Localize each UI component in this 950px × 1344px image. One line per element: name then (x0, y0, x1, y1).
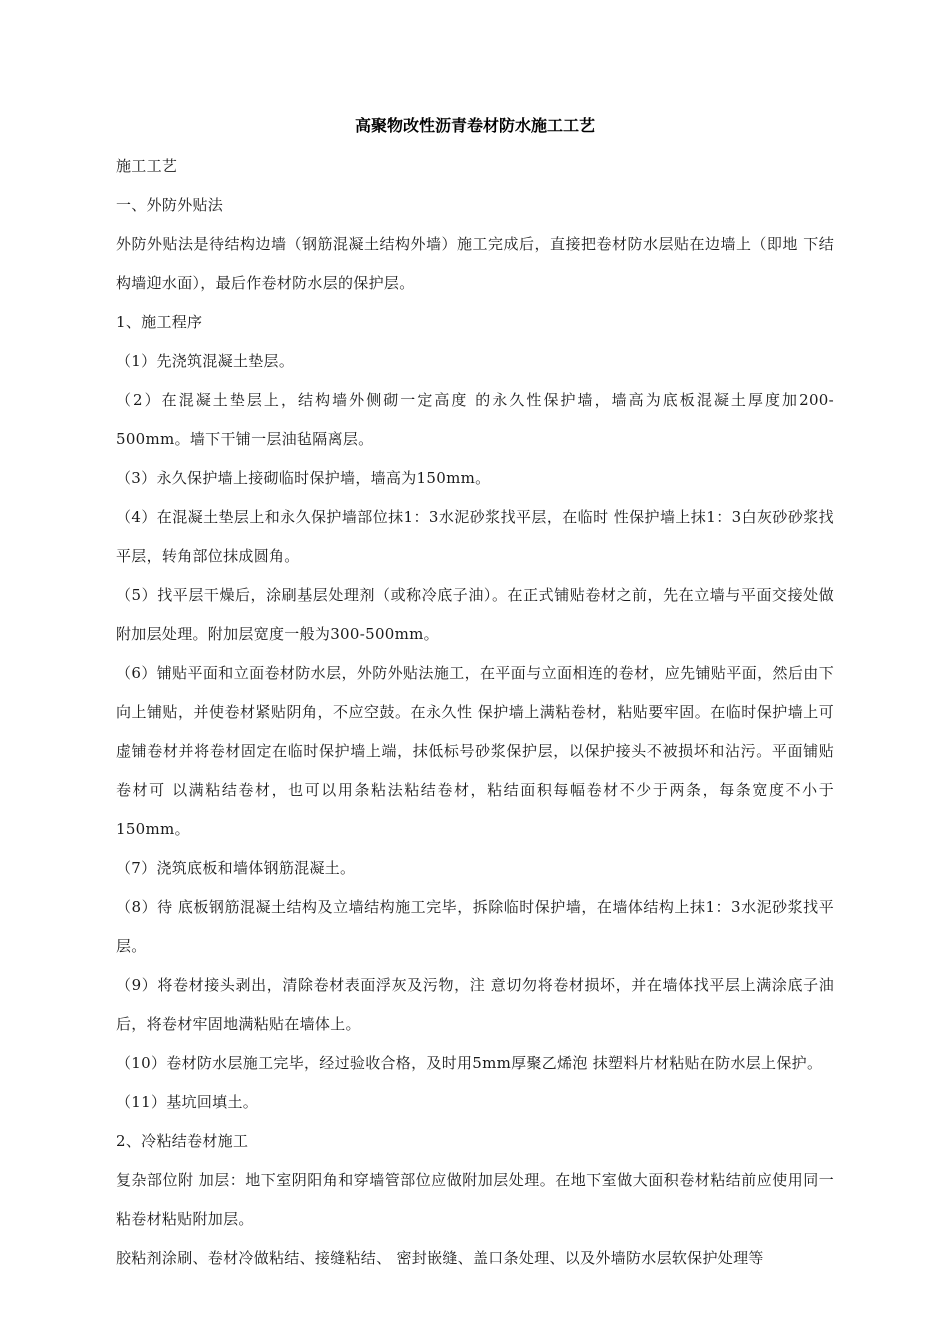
paragraph-step-5: （5）找平层干燥后，涂刷基层处理剂（或称冷底子油）。在正式铺贴卷材之前，先在立墙与平面交接处做附加层处理。附加层宽度一般为300-500mm。 (116, 586, 834, 643)
paragraph-heading-method: 一、外防外贴法 (116, 196, 224, 214)
paragraph-step-1: （1）先浇筑混凝土垫层。 (116, 352, 295, 370)
paragraph-step-9: （9）将卷材接头剥出，清除卷材表面浮灰及污物，注 意切勿将卷材损坏，并在墙体找平层上满涂底子油后，将卷材牢固地满粘贴在墙体上。 (116, 976, 834, 1033)
paragraph-adhesive-process: 胶粘剂涂刷、卷材冷做粘结、接缝粘结、 密封嵌缝、盖口条处理、以及外墙防水层软保护处理等 (116, 1249, 764, 1267)
paragraph-step-10: （10）卷材防水层施工完毕，经过验收合格，及时用5mm厚聚乙烯泡 抹塑料片材粘贴在防水层上保护。 (116, 1054, 823, 1072)
paragraph-step-7: （7）浇筑底板和墙体钢筋混凝土。 (116, 859, 356, 877)
paragraph-step-3: （3）永久保护墙上接砌临时保护墙，墙高为150mm。 (116, 469, 491, 487)
paragraph-step-2: （2）在混凝土垫层上，结构墙外侧砌一定高度 的永久性保护墙，墙高为底板混凝土厚度加200-500mm。墙下干铺一层油毡隔离层。 (116, 391, 834, 448)
paragraph-heading-cold-bond: 2、冷粘结卷材施工 (116, 1132, 249, 1150)
paragraph-section-heading: 施工工艺 (116, 157, 178, 175)
paragraph-heading-procedure: 1、施工程序 (116, 313, 203, 331)
document-title: 高聚物改性沥青卷材防水施工工艺 (354, 116, 595, 135)
paragraph-step-8: （8）待 底板钢筋混凝土结构及立墙结构施工完毕，拆除临时保护墙，在墙体结构上抹1：3水泥砂浆找平层。 (116, 898, 834, 955)
paragraph-step-6: （6）铺贴平面和立面卷材防水层，外防外贴法施工，在平面与立面相连的卷材，应先铺贴平面，然后由下向上铺贴，并使卷材紧贴阴角，不应空鼓。在永久性 保护墙上满粘卷材，粘贴要牢固。在临时保护墙上可虚铺卷材并将卷材固定在临时保护墙上端，抹低标号砂浆保护层，以保护接头不被损坏和沾污。平面铺贴卷材可 以满粘结卷材，也可以用条粘法粘结卷材，粘结面积每幅卷材不少于两条，每条宽度不小于150mm。 (116, 664, 834, 838)
paragraph-step-11: （11）基坑回填土。 (116, 1093, 259, 1111)
document-body (116, 147, 834, 1278)
paragraph-complex-parts: 复杂部位附 加层：地下室阴阳角和穿墙管部位应做附加层处理。在地下室做大面积卷材粘结前应使用同一粘卷材粘贴附加层。 (116, 1171, 834, 1228)
paragraph-step-4: （4）在混凝土垫层上和永久保护墙部位抹1：3水泥砂浆找平层，在临时 性保护墙上抹1：3白灰砂砂浆找平层，转角部位抹成圆角。 (116, 508, 834, 565)
paragraph-method-description: 外防外贴法是待结构边墙（钢筋混凝土结构外墙）施工完成后，直接把卷材防水层贴在边墙上（即地 下结构墙迎水面），最后作卷材防水层的保护层。 (116, 235, 834, 292)
